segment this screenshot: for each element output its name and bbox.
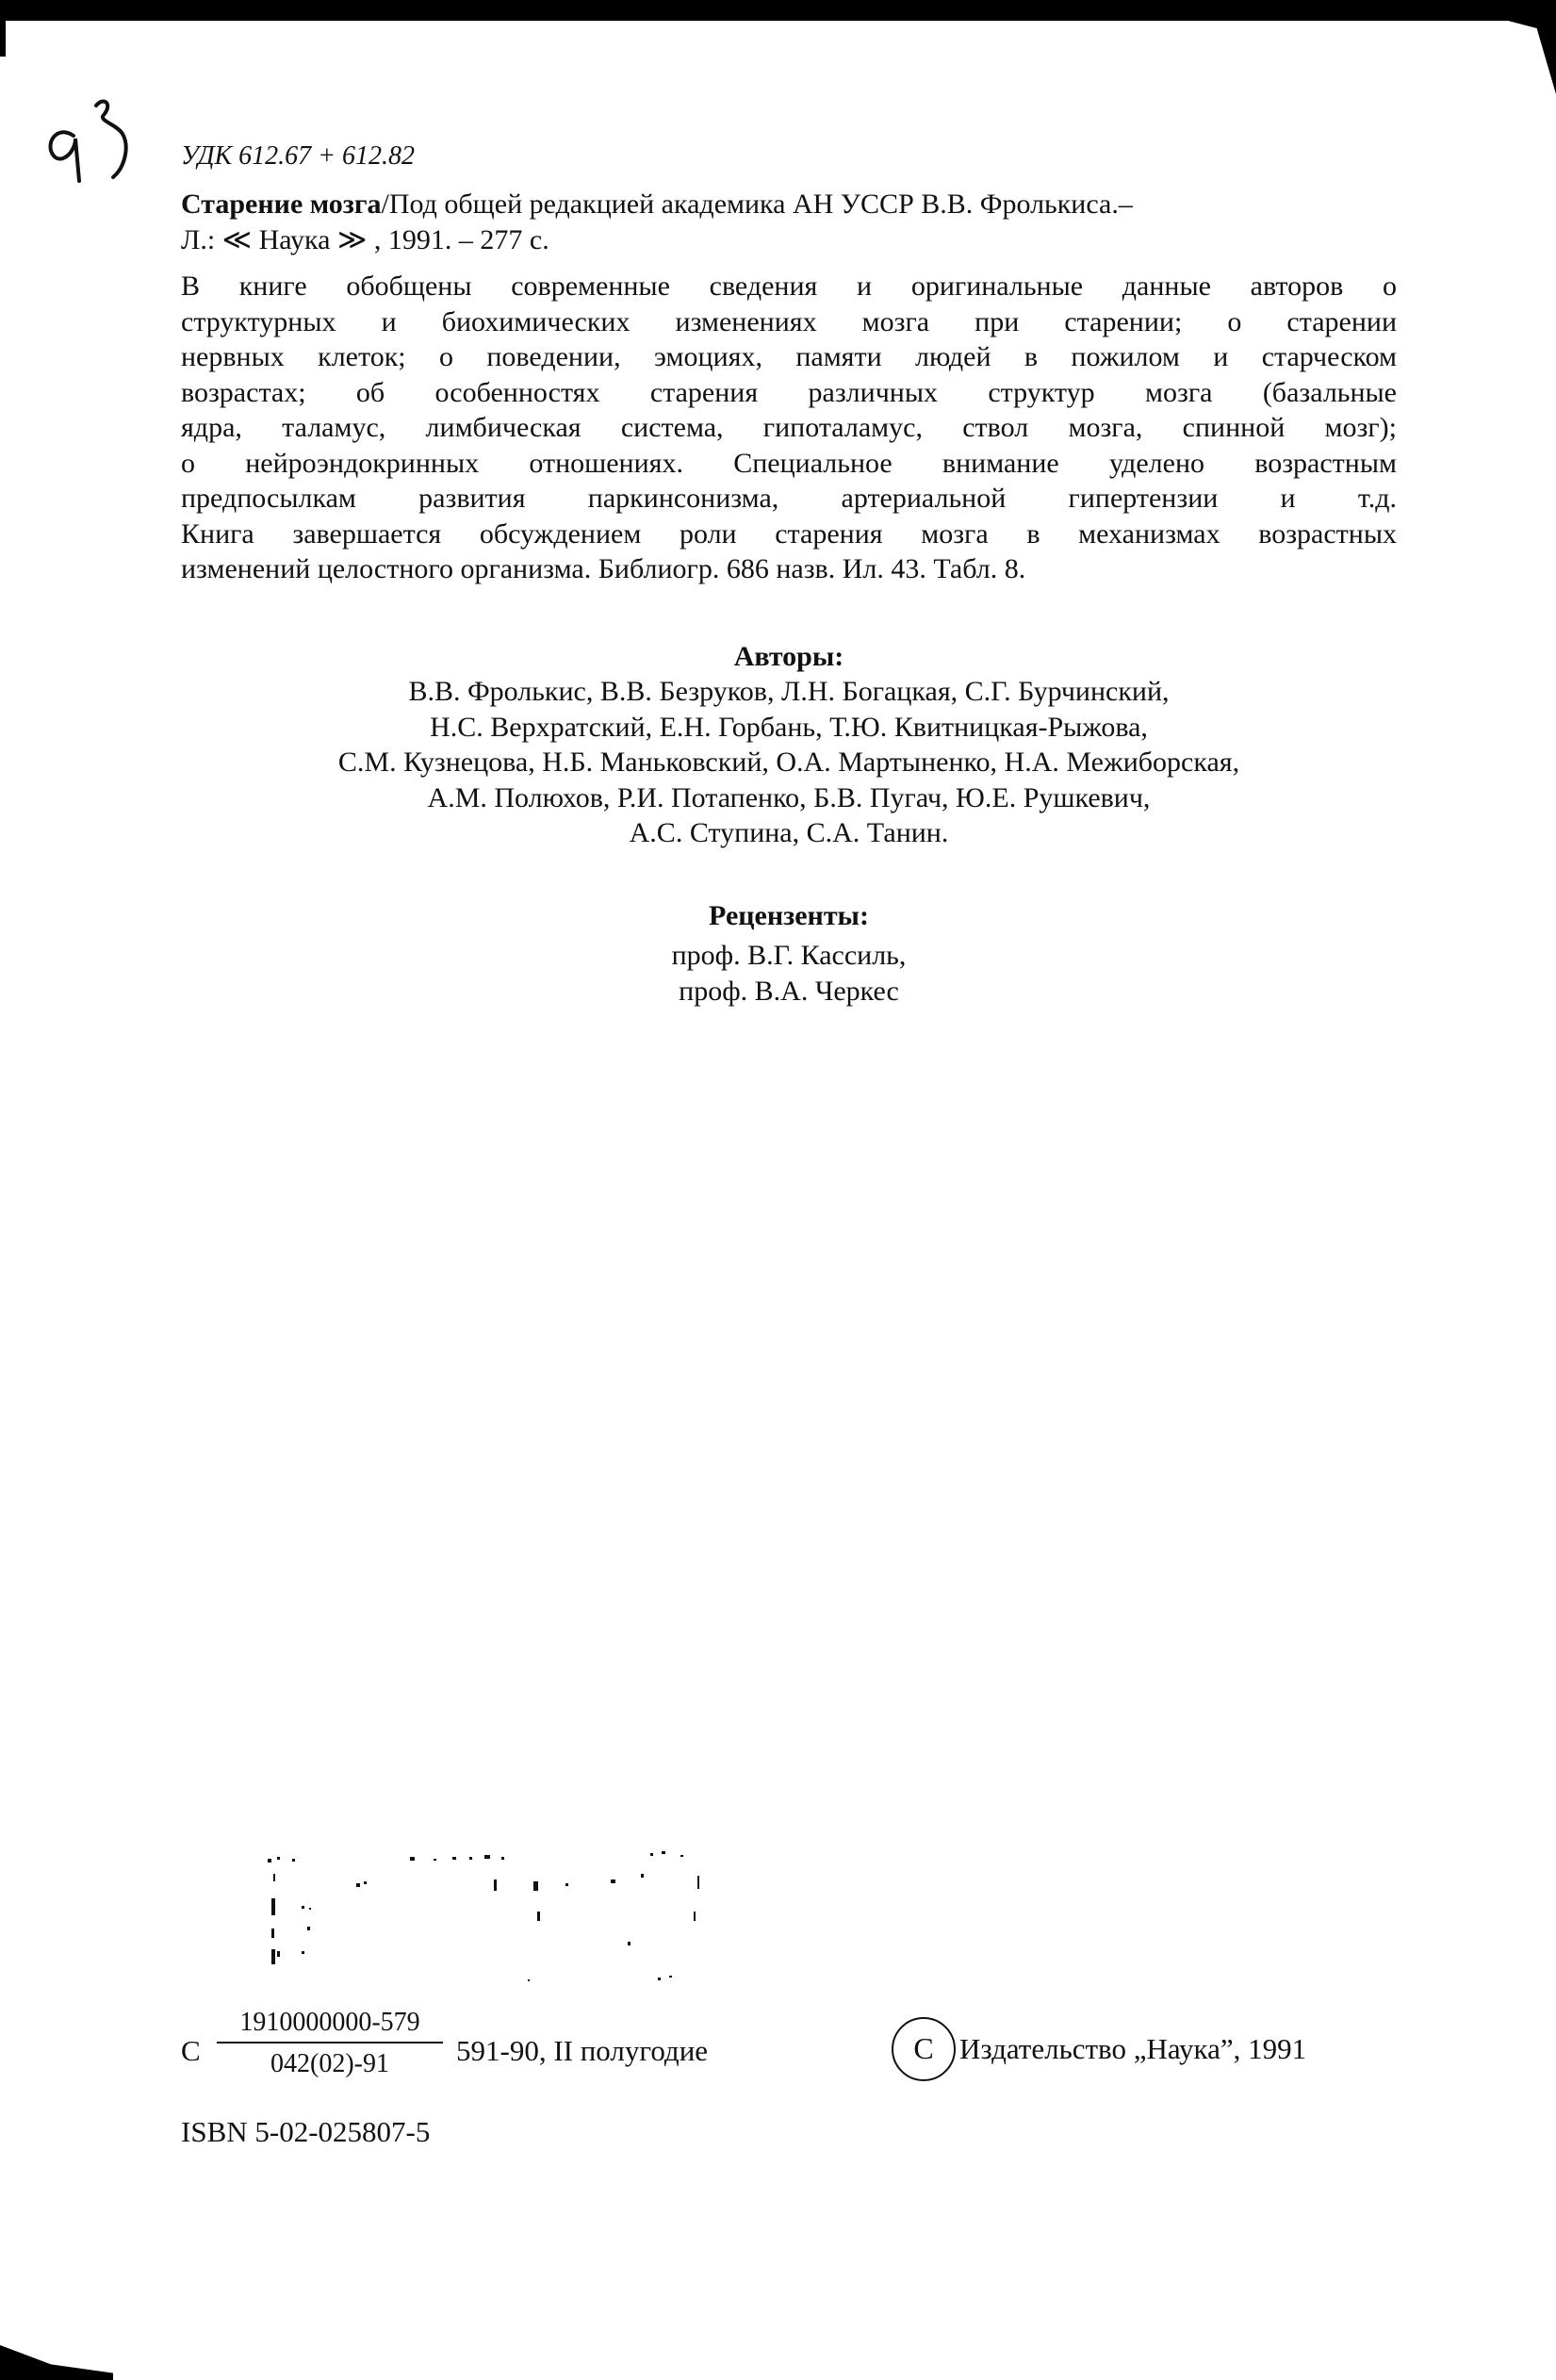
abstract-line: нервных клеток; о поведении, эмоциях, памяти людей в пожилом и старческом <box>181 341 1397 372</box>
abstract-line: о нейроэндокринных отношениях. Специальное внимание уделено возрастным <box>181 447 1397 479</box>
scan-top-border <box>0 0 1556 21</box>
publisher-copyright: Издательство „Наука”, 1991 <box>959 2032 1307 2065</box>
isbn: ISBN 5-02-025807-5 <box>181 2115 431 2148</box>
citation-publication: Л.: ≪ Наука ≫ , 1991. – 277 с. <box>181 224 549 255</box>
authors-heading: Авторы: <box>733 641 844 672</box>
abstract <box>181 269 1397 587</box>
book-title: Старение мозга <box>181 189 382 220</box>
reviewer-line: проф. В.А. Черкес <box>679 976 899 1007</box>
reviewers-heading: Рецензенты: <box>709 900 869 931</box>
abstract-line: изменений целостного организма. Библиогр. 686 назв. Ил. 43. Табл. 8. <box>181 553 1026 584</box>
scan-bottom-mark <box>0 2345 113 2380</box>
abstract-line: ядра, таламус, лимбическая система, гипоталамус, ствол мозга, спинной мозг); <box>181 412 1397 443</box>
fraction-numerator: 1910000000-579 <box>217 2008 443 2044</box>
reviewer-line: проф. В.Г. Кассиль, <box>671 940 907 971</box>
abstract-line: В книге обобщены современные сведения и оригинальные данные авторов о <box>181 271 1397 302</box>
abstract-line: Книга завершается обсуждением роли старения мозга в механизмах возрастных <box>181 517 1397 550</box>
authors-line: А.М. Полюхов, Р.И. Потапенко, Б.В. Пугач, Ю.Е. Рушкевич, <box>427 781 1151 813</box>
scan-top-corner <box>1508 0 1556 94</box>
abstract-line: возрастах; об особенностях старения различных структур мозга (базальные <box>181 376 1397 408</box>
authors-line: Н.С. Верхратский, Е.Н. Горбань, Т.Ю. Квитницкая-Рыжова, <box>430 711 1148 743</box>
authors-line: А.С. Ступина, С.А. Танин. <box>629 817 949 848</box>
abstract-line: предпосылкам развития паркинсонизма, артериальной гипертензии и т.д. <box>181 483 1397 514</box>
handwritten-mark <box>38 87 151 190</box>
classification-prefix: С <box>181 2034 201 2067</box>
fraction-denominator: 042(02)-91 <box>270 2049 389 2078</box>
udk-code: УДК 612.67 + 612.82 <box>181 141 416 171</box>
scan-left-edge <box>0 0 6 57</box>
reviewers-list <box>181 938 1397 1009</box>
publishing-plan: 591-90, II полугодие <box>456 2034 709 2067</box>
authors-list <box>181 674 1397 851</box>
citation-editor: /Под общей редакцией академика АН УССР В.В. Фролькиса.– <box>381 189 1133 220</box>
bibliographic-citation <box>181 187 1397 258</box>
authors-line: В.В. Фролькис, В.В. Безруков, Л.Н. Богацкая, С.Г. Бурчинский, <box>408 676 1170 707</box>
abstract-line: структурных и биохимических изменениях мозга при старении; о старении <box>181 305 1397 337</box>
authors-line: С.М. Кузнецова, Н.Б. Маньковский, О.А. Мартыненко, Н.А. Межиборская, <box>337 747 1240 778</box>
classification-fraction <box>217 2008 443 2079</box>
copyright-symbol: С <box>892 2017 956 2081</box>
stamp-residue <box>254 1838 745 2008</box>
